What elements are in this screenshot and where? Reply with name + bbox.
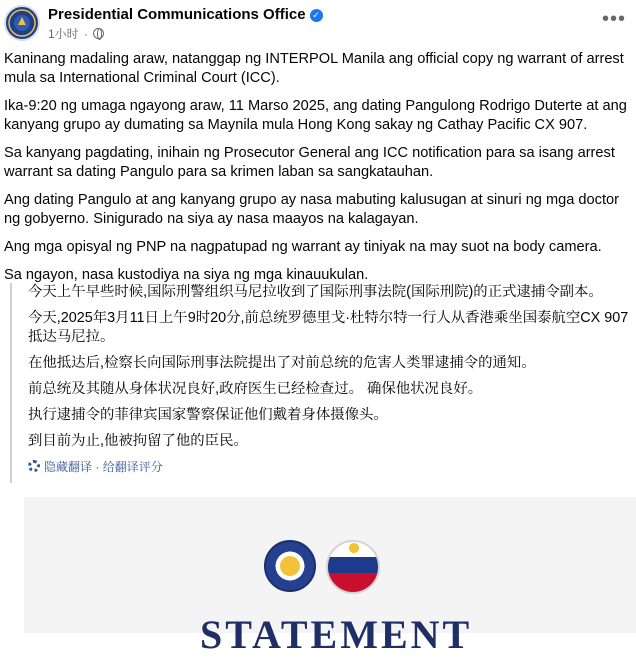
post-header: [0, 0, 636, 46]
translation-paragraph: 在他抵达后,检察长向国际刑事法院提出了对前总统的危害人类罪逮捕令的通知。: [28, 355, 536, 371]
translation-paragraph: 今天,2025年3月11日上午9时20分,前总统罗德里戈·杜特尔特一行人从香港乘坐国泰航空CX 907抵达马尼拉。: [28, 310, 629, 345]
post-paragraph: Kaninang madaling araw, natanggap ng INTERPOL Manila ang official copy ng warrant of arrest mula sa International Criminal Court (ICC).: [4, 51, 624, 86]
post-text: [4, 50, 632, 294]
post-time[interactable]: 1小时: [48, 27, 79, 41]
meta-dot: ·: [84, 27, 89, 41]
post-paragraph: Ika-9:20 ng umaga ngayong araw, 11 Marso 2025, ang dating Pangulong Rodrigo Duterte at ang kanyang grupo ay dumating sa Maynila mula Hong Kong sakay ng Cathay Pacific CX 907.: [4, 98, 627, 133]
statement-heading: STATEMENT: [200, 612, 473, 657]
pco-seal-icon: [264, 540, 316, 592]
action-separator: ·: [92, 460, 103, 474]
post-paragraph: Ang dating Pangulo at ang kanyang grupo ay nasa mabuting kalusugan at sinuri ng mga doctor ng gobyerno. Sinigurado na siya ay nasa maayos na kalagayan.: [4, 192, 619, 227]
rate-translation-link[interactable]: 给翻译评分: [102, 460, 163, 474]
philippine-flag-seal-icon: [326, 540, 380, 594]
page-avatar[interactable]: [4, 5, 40, 41]
post-paragraph: Ang mga opisyal ng PNP na nagpatupad ng warrant ay tiniyak na may suot na body camera.: [4, 239, 602, 255]
post-image[interactable]: [24, 497, 636, 657]
gear-icon[interactable]: [28, 460, 40, 472]
translation-actions: [28, 458, 630, 477]
globe-icon: [93, 28, 104, 39]
more-options-icon[interactable]: •••: [601, 8, 626, 30]
post-paragraph: Sa kanyang pagdating, inihain ng Prosecutor General ang ICC notification para sa isang arrest warrant sa dating Pangulo para sa krimen laban sa sangkatauhan.: [4, 145, 615, 180]
page-name-link[interactable]: [48, 6, 323, 23]
translation-paragraph: 执行逮捕令的菲律宾国家警察保证他们戴着身体摄像头。: [28, 407, 388, 423]
translation-paragraph: 今天上午早些时候,国际刑警组织马尼拉收到了国际刑事法院(国际刑院)的正式逮捕令副本。: [28, 284, 603, 300]
post-meta: [48, 25, 104, 42]
hide-translation-link[interactable]: 隐藏翻译: [44, 460, 93, 474]
translation-paragraph: 到目前为止,他被拘留了他的臣民。: [28, 433, 248, 449]
post-paragraph: Sa ngayon, nasa kustodiya na siya ng mga kinauukulan.: [4, 267, 369, 283]
translation-block: [10, 283, 630, 483]
translation-paragraph: 前总统及其随从身体状况良好,政府医生已经检查过。 确保他状况良好。: [28, 381, 483, 397]
page-name[interactable]: Presidential Communications Office: [48, 6, 306, 23]
verified-badge-icon: ✓: [310, 9, 323, 22]
